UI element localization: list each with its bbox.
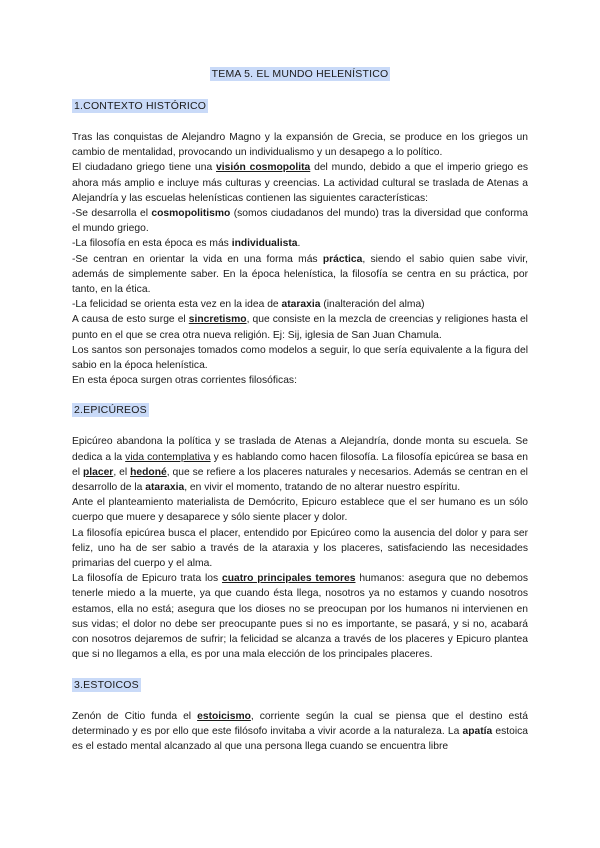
bold-term: cosmopolitismo xyxy=(151,208,231,220)
bold-term: individualista xyxy=(231,238,298,250)
paragraph xyxy=(72,571,528,662)
text-run: , el xyxy=(113,466,131,478)
text-run: , en vivir el momento, tratando de no alterar nuestro espíritu. xyxy=(184,482,461,494)
paragraph xyxy=(72,130,528,160)
text-run: La filosofía de Epicuro trata los xyxy=(72,573,222,585)
document-page xyxy=(72,68,528,754)
bold-term: apatía xyxy=(462,725,493,737)
text-run: -Se centran en orientar la vida en una forma más xyxy=(72,253,323,265)
text-run: . xyxy=(297,238,301,250)
underlined-term: vida contemplativa xyxy=(125,451,211,463)
paragraph xyxy=(72,312,528,342)
text-run: (somos ciudadanos del mundo) tras la diversidad que conforma el mundo griego. xyxy=(72,208,528,235)
bold-term: práctica xyxy=(322,253,363,265)
text-run: Tras las conquistas de Alejandro Magno y la expansión de Grecia, se produce en los griegos un cambio de mentalidad, provocando un individualismo y un desapego a lo político. xyxy=(72,132,528,159)
bold-term: visión cosmopolita xyxy=(216,162,311,174)
text-run: del mundo, debido a que el imperio griego es ahora más amplio e incluye más culturas y creencias. La actividad cultural se traslada de Atenas a Alejandría y las escuelas helenísticas contienen las siguientes características: xyxy=(72,162,529,204)
text-run: El ciudadano griego tiene una xyxy=(72,162,217,174)
section-body xyxy=(72,130,528,388)
section-body xyxy=(72,434,528,662)
text-run: y es hablando como hacen filosofía. La filosofía epicúrea se basa en el xyxy=(72,451,529,478)
text-run: -La filosofía en esta época es más xyxy=(72,238,232,250)
text-run: Los santos son personajes tomados como modelos a seguir, lo que sería equivalente a la figura del sabio en la época helenística. xyxy=(72,344,528,372)
paragraph xyxy=(72,434,528,495)
text-run: (inalteración del alma) xyxy=(320,299,425,311)
section-heading-epicureos: 2.EPICÚREOS xyxy=(74,404,147,417)
text-run: En esta época surgen otras corrientes filosóficas: xyxy=(72,375,297,387)
paragraph xyxy=(72,495,528,525)
text-run: -La felicidad se orienta esta vez en la idea de xyxy=(72,299,282,311)
paragraph xyxy=(72,236,528,251)
bold-term: hedoné xyxy=(130,466,167,478)
bold-term: ataraxia xyxy=(281,299,321,311)
text-run: Ante el planteamiento materialista de Demócrito, Epicuro establece que el ser humano es un sólo cuerpo que muere y desaparece y sólo siente placer y dolor. xyxy=(72,497,528,524)
paragraph xyxy=(72,526,528,572)
paragraph xyxy=(72,206,528,236)
text-run: humanos: asegura que no debemos tenerle miedo a la muerte, ya que cuando ésta llega, nosotros ya no estamos y cuando nosotros estamos, ella no está; asegura que los dioses no se preocupan por los humanos ni intervienen en sus vidas; el dolor no debe ser preocupante pues si no es importante, se pasará, y si no, acabará con nosotros dejaremos de sufrir; la felicidad se alcanza a través de los placeres y Epicuro plantea que si no llegamos a ella, es por una mala elección de los principales placeres. xyxy=(72,573,528,661)
bold-term: estoicismo xyxy=(197,710,251,722)
section-heading-estoicos: 3.ESTOICOS xyxy=(74,678,139,691)
text-run: Epicúreo abandona la política y se traslada de Atenas a Alejandría, donde monta su escuela. Se dedica a la xyxy=(72,436,528,463)
paragraph xyxy=(72,160,528,206)
section-body xyxy=(72,709,528,755)
paragraph xyxy=(72,343,528,373)
bold-term: cuatro principales temores xyxy=(221,573,356,585)
section-heading-contexto: 1.CONTEXTO HISTÓRICO xyxy=(74,100,207,112)
text-run: La filosofía epicúrea busca el placer, entendido por Epicúreo como la ausencia del dolor y para ser feliz, uno ha de ser sabio a través de la ataraxia y los placeres, satisfaciendo las necesidades primarias del cuerpo y el alma. xyxy=(72,527,528,570)
paragraph xyxy=(72,297,528,312)
text-run: estoica es el estado mental alcanzado al que una persona llega cuando se encuentra libre xyxy=(72,725,528,752)
paragraph xyxy=(72,373,528,388)
text-run: Zenón de Citio funda el xyxy=(72,710,198,722)
bold-term: placer xyxy=(82,466,114,478)
document-title: TEMA 5. EL MUNDO HELENÍSTICO xyxy=(211,68,389,80)
text-run: , que consiste en la mezcla de creencias y religiones hasta el punto en el que se crea otra nueva religión. Ej: Sij, iglesia de San Juan Chamula. xyxy=(72,314,528,341)
text-run: , siendo el sabio quien sabe vivir, además de simplemente saber. En la época helenística, la filosofía se centra en su práctica, por tanto, en la ética. xyxy=(72,253,528,296)
paragraph xyxy=(72,252,528,298)
bold-term: ataraxia xyxy=(145,482,185,494)
text-run: A causa de esto surge el xyxy=(72,314,189,326)
text-run: -Se desarrolla el xyxy=(72,208,152,220)
paragraph xyxy=(72,709,528,755)
bold-term: sincretismo xyxy=(188,314,247,326)
text-run: , que se refiere a los placeres naturales y necesarios. Además se centran en el desarrollo de la xyxy=(72,466,528,494)
text-run: , corriente según la cual se piensa que el destino está determinado y es por ello que este filósofo invitaba a vivir acorde a la naturaleza. La xyxy=(72,710,528,737)
